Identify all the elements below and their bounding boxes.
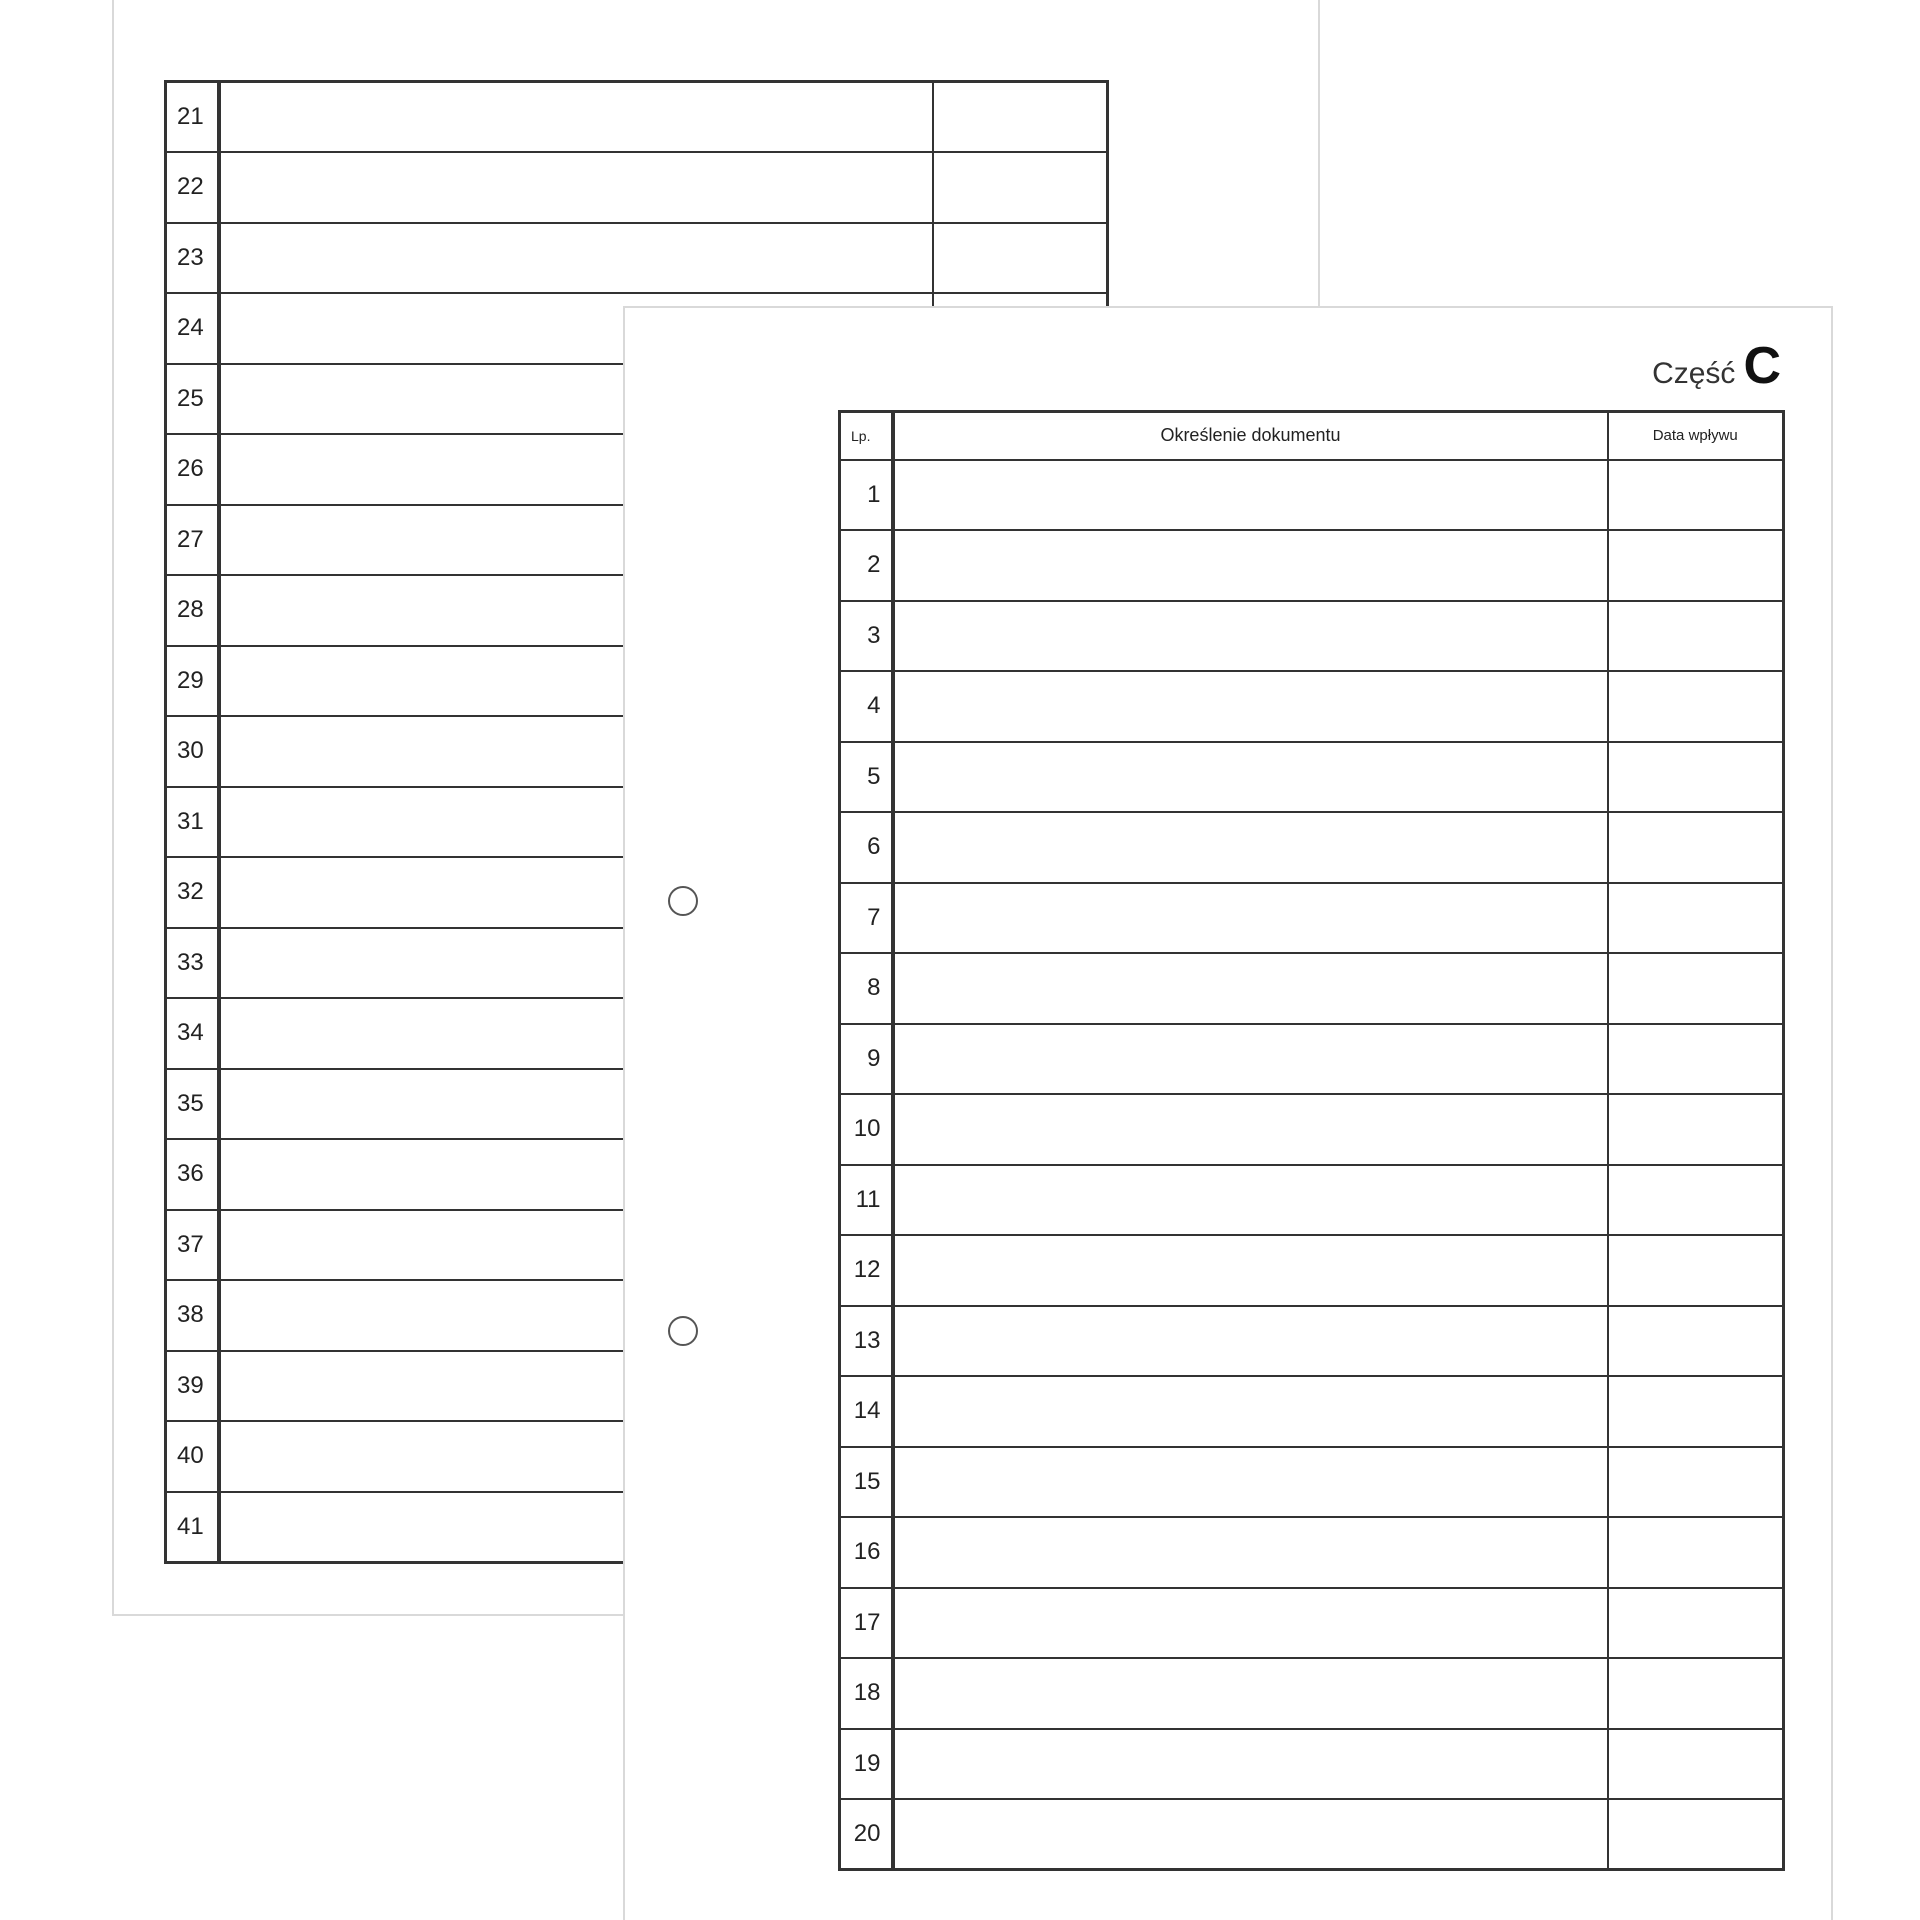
row-number: 24 bbox=[166, 293, 219, 364]
table-row bbox=[840, 1799, 1784, 1870]
description-cell[interactable] bbox=[893, 1235, 1608, 1306]
description-cell[interactable] bbox=[893, 1165, 1608, 1236]
row-number: 10 bbox=[840, 1094, 893, 1165]
date-cell[interactable] bbox=[1608, 530, 1784, 601]
description-cell[interactable] bbox=[219, 82, 933, 153]
row-number: 31 bbox=[166, 787, 219, 858]
description-cell[interactable] bbox=[893, 883, 1608, 954]
table-row bbox=[840, 953, 1784, 1024]
description-cell[interactable] bbox=[893, 1447, 1608, 1518]
table-row bbox=[840, 742, 1784, 813]
row-number: 19 bbox=[840, 1729, 893, 1800]
punch-hole-top bbox=[668, 886, 698, 916]
description-cell[interactable] bbox=[893, 601, 1608, 672]
description-cell[interactable] bbox=[893, 1094, 1608, 1165]
table-row bbox=[840, 601, 1784, 672]
date-cell[interactable] bbox=[1608, 1517, 1784, 1588]
table-row bbox=[840, 1588, 1784, 1659]
date-cell[interactable] bbox=[1608, 1165, 1784, 1236]
description-cell[interactable] bbox=[893, 1588, 1608, 1659]
description-cell[interactable] bbox=[893, 530, 1608, 601]
date-cell[interactable] bbox=[1608, 1799, 1784, 1870]
front-document-table bbox=[838, 410, 1785, 1871]
table-row bbox=[840, 1658, 1784, 1729]
row-number: 6 bbox=[840, 812, 893, 883]
date-cell[interactable] bbox=[1608, 1588, 1784, 1659]
table-row bbox=[840, 671, 1784, 742]
table-row bbox=[166, 152, 1108, 223]
row-number: 16 bbox=[840, 1517, 893, 1588]
description-cell[interactable] bbox=[893, 1799, 1608, 1870]
part-label-text: Część bbox=[1652, 357, 1736, 390]
part-letter: C bbox=[1743, 337, 1781, 395]
date-cell[interactable] bbox=[1608, 812, 1784, 883]
row-number: 28 bbox=[166, 575, 219, 646]
description-cell[interactable] bbox=[893, 742, 1608, 813]
row-number: 41 bbox=[166, 1492, 219, 1563]
row-number: 34 bbox=[166, 998, 219, 1069]
row-number: 12 bbox=[840, 1235, 893, 1306]
row-number: 8 bbox=[840, 953, 893, 1024]
description-cell[interactable] bbox=[893, 1729, 1608, 1800]
description-cell[interactable] bbox=[893, 1376, 1608, 1447]
row-number: 32 bbox=[166, 857, 219, 928]
part-heading bbox=[1652, 336, 1781, 396]
front-table-header bbox=[840, 412, 1784, 460]
row-number: 11 bbox=[840, 1165, 893, 1236]
row-number: 15 bbox=[840, 1447, 893, 1518]
table-row bbox=[840, 812, 1784, 883]
date-cell[interactable] bbox=[1608, 1658, 1784, 1729]
row-number: 30 bbox=[166, 716, 219, 787]
table-row bbox=[166, 82, 1108, 153]
date-column-header: Data wpływu bbox=[1608, 412, 1784, 460]
row-number: 2 bbox=[840, 530, 893, 601]
date-cell[interactable] bbox=[1608, 1306, 1784, 1377]
row-number: 40 bbox=[166, 1421, 219, 1492]
table-row bbox=[840, 1094, 1784, 1165]
description-column-header: Określenie dokumentu bbox=[893, 412, 1608, 460]
row-number: 23 bbox=[166, 223, 219, 294]
date-cell[interactable] bbox=[1608, 1729, 1784, 1800]
row-number: 27 bbox=[166, 505, 219, 576]
description-cell[interactable] bbox=[893, 1517, 1608, 1588]
table-row bbox=[840, 883, 1784, 954]
table-row bbox=[840, 1517, 1784, 1588]
date-cell[interactable] bbox=[933, 152, 1108, 223]
date-cell[interactable] bbox=[1608, 953, 1784, 1024]
description-cell[interactable] bbox=[893, 460, 1608, 531]
date-cell[interactable] bbox=[1608, 742, 1784, 813]
date-cell[interactable] bbox=[933, 223, 1108, 294]
row-number: 37 bbox=[166, 1210, 219, 1281]
row-number: 21 bbox=[166, 82, 219, 153]
front-table-body bbox=[840, 460, 1784, 1870]
table-row bbox=[840, 460, 1784, 531]
row-number: 18 bbox=[840, 1658, 893, 1729]
date-cell[interactable] bbox=[1608, 601, 1784, 672]
date-cell[interactable] bbox=[1608, 671, 1784, 742]
table-row bbox=[840, 1306, 1784, 1377]
row-number: 29 bbox=[166, 646, 219, 717]
row-number: 39 bbox=[166, 1351, 219, 1422]
table-row bbox=[840, 1376, 1784, 1447]
lp-column-header: Lp. bbox=[840, 412, 893, 460]
table-row bbox=[840, 1024, 1784, 1095]
row-number: 3 bbox=[840, 601, 893, 672]
row-number: 36 bbox=[166, 1139, 219, 1210]
row-number: 4 bbox=[840, 671, 893, 742]
date-cell[interactable] bbox=[1608, 1024, 1784, 1095]
row-number: 22 bbox=[166, 152, 219, 223]
description-cell[interactable] bbox=[893, 812, 1608, 883]
punch-hole-bottom bbox=[668, 1316, 698, 1346]
row-number: 25 bbox=[166, 364, 219, 435]
date-cell[interactable] bbox=[1608, 1094, 1784, 1165]
table-row bbox=[166, 223, 1108, 294]
date-cell[interactable] bbox=[1608, 1447, 1784, 1518]
table-row bbox=[840, 1729, 1784, 1800]
front-sheet bbox=[623, 306, 1833, 1920]
date-cell[interactable] bbox=[1608, 1376, 1784, 1447]
row-number: 1 bbox=[840, 460, 893, 531]
row-number: 33 bbox=[166, 928, 219, 999]
description-cell[interactable] bbox=[893, 1658, 1608, 1729]
description-cell[interactable] bbox=[893, 953, 1608, 1024]
date-cell[interactable] bbox=[933, 82, 1108, 153]
row-number: 7 bbox=[840, 883, 893, 954]
description-cell[interactable] bbox=[893, 1306, 1608, 1377]
header-row bbox=[840, 412, 1784, 460]
row-number: 5 bbox=[840, 742, 893, 813]
description-cell[interactable] bbox=[893, 671, 1608, 742]
row-number: 20 bbox=[840, 1799, 893, 1870]
description-cell[interactable] bbox=[219, 223, 933, 294]
table-row bbox=[840, 1447, 1784, 1518]
table-row bbox=[840, 1165, 1784, 1236]
date-cell[interactable] bbox=[1608, 460, 1784, 531]
description-cell[interactable] bbox=[219, 152, 933, 223]
row-number: 17 bbox=[840, 1588, 893, 1659]
row-number: 38 bbox=[166, 1280, 219, 1351]
description-cell[interactable] bbox=[893, 1024, 1608, 1095]
row-number: 26 bbox=[166, 434, 219, 505]
row-number: 14 bbox=[840, 1376, 893, 1447]
table-row bbox=[840, 530, 1784, 601]
row-number: 35 bbox=[166, 1069, 219, 1140]
row-number: 13 bbox=[840, 1306, 893, 1377]
table-row bbox=[840, 1235, 1784, 1306]
date-cell[interactable] bbox=[1608, 883, 1784, 954]
date-cell[interactable] bbox=[1608, 1235, 1784, 1306]
row-number: 9 bbox=[840, 1024, 893, 1095]
